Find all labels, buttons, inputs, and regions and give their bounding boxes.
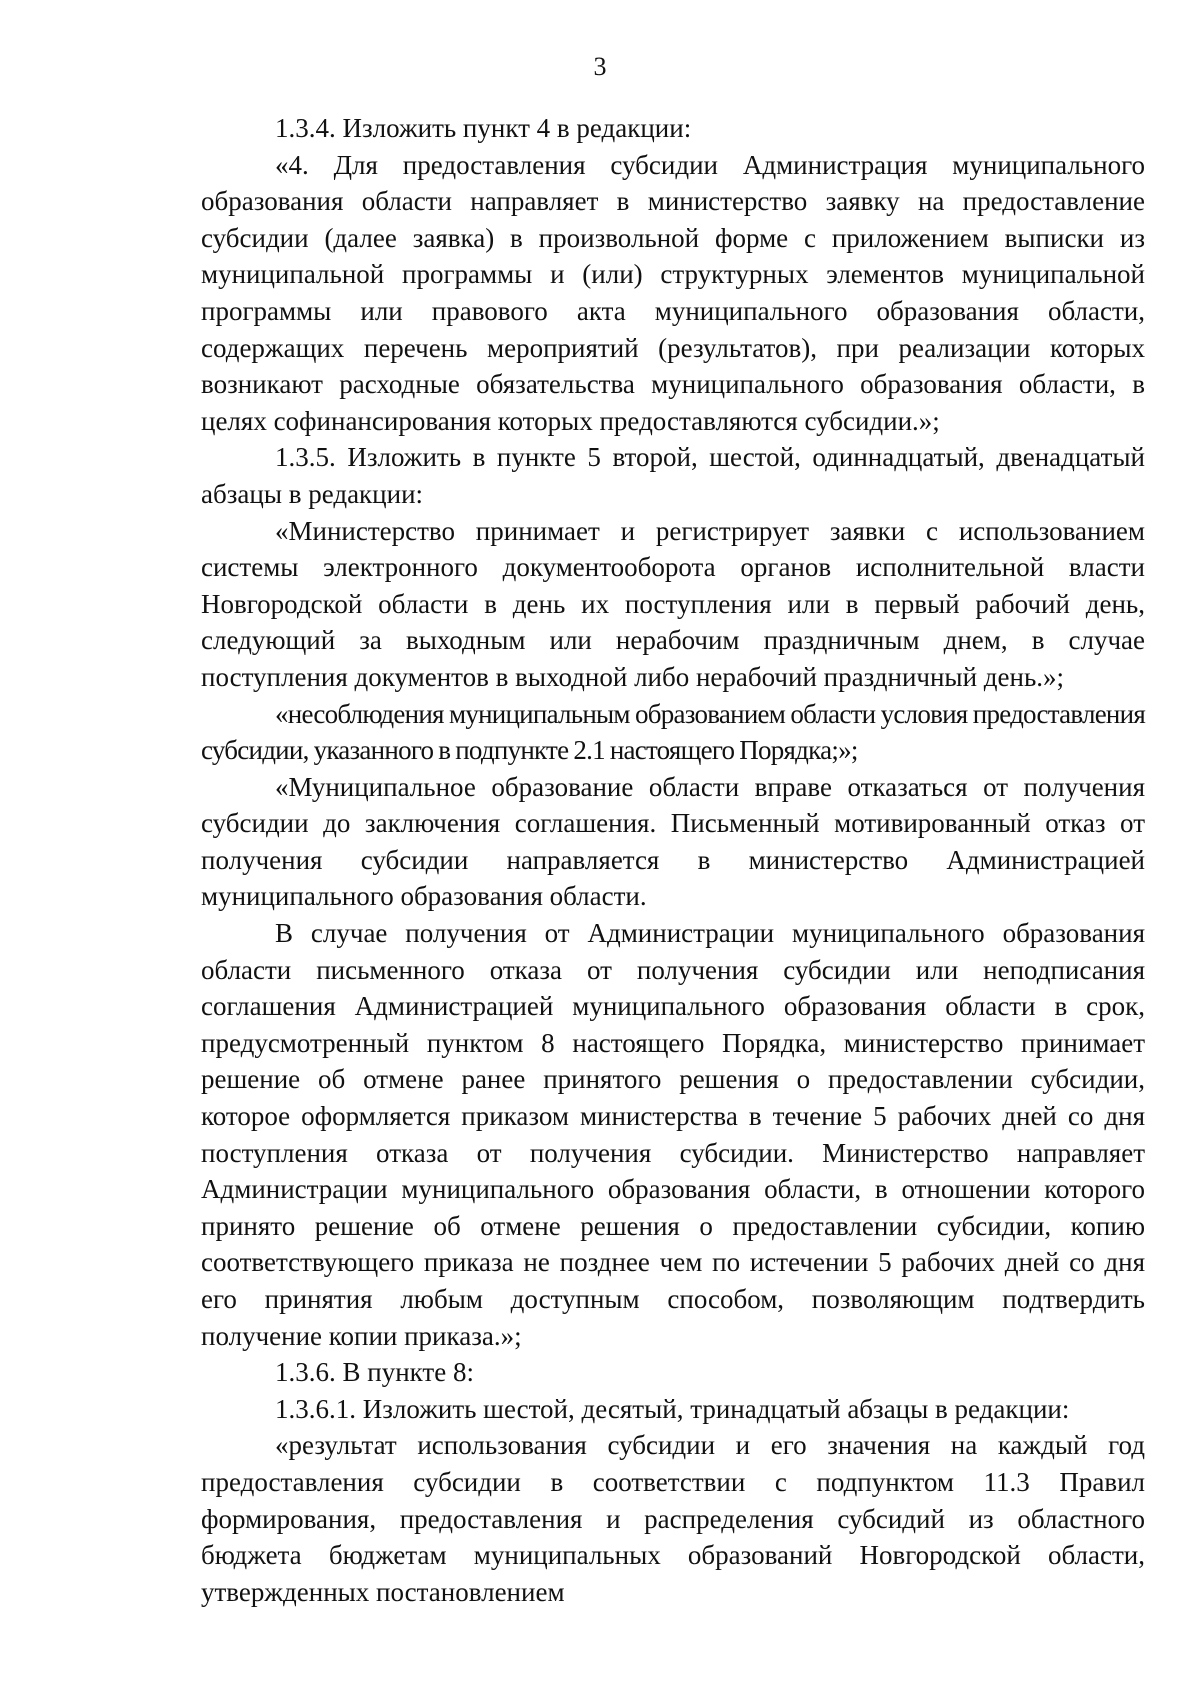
- paragraph-right-to-refuse: «Муниципальное образование области вправе отказаться от получения субсидии до заключения соглашения. Письменный мотивированный отказ от получения субсидии направляется в министерство Администрацией муниципального образования области.: [201, 771, 1145, 912]
- paragraph-1-3-6: 1.3.6. В пункте 8:: [275, 1357, 474, 1388]
- paragraph-refusal-case: В случае получения от Администрации муниципального образования области письменного отказа от получения субсидии или неподписания соглашения Администрацией муниципального образования области в срок, предусмотренный пунктом 8 настоящего Порядка, министерство принимает решение об отмене ранее принятого решения о предоставлении субсидии, которое оформляется приказом министерства в течение 5 рабочих дней со дня поступления отказа от получения субсидии. Министерство направляет Администрации муниципального образования области, в отношении которого принято решение об отмене решения о предоставлении субсидии, копию соответствующего приказа не позднее чем по истечении 5 рабочих дней со дня его принятия любым доступным способом, позволяющим подтвердить получение копии приказа.»;: [201, 918, 1145, 1351]
- paragraph-ministry-registers: «Министерство принимает и регистрирует заявки с использованием системы электронного документооборота органов исполнительной власти Новгородской области в день их поступления или в первый рабочий день, следующий за выходным или нерабочим праздничным днем, в случае поступления документов в выходной либо нерабочий праздничный день.»;: [201, 515, 1145, 692]
- paragraph-non-compliance: «несоблюдения муниципальным образованием области условия предоставления субсидии, указанного в подпункте 2.1 настоящего Порядка;»;: [201, 698, 1145, 766]
- paragraph-1-3-5: 1.3.5. Изложить в пункте 5 второй, шестой, одиннадцатый, двенадцатый абзацы в редакции:: [201, 442, 1145, 509]
- paragraph-usage-result: «результат использования субсидии и его значения на каждый год предоставления субсидии в соответствии с подпунктом 11.3 Правил формирования, предоставления и распределения субсидий из областного бюджета бюджетам муниципальных образований Новгородской области, утвержденных постановлением: [201, 1430, 1145, 1607]
- paragraph-1-3-6-1: 1.3.6.1. Изложить шестой, десятый, тринадцатый абзацы в редакции:: [275, 1393, 1070, 1424]
- page-number: 3: [593, 52, 607, 81]
- paragraph-1-3-4: 1.3.4. Изложить пункт 4 в редакции:: [275, 113, 692, 143]
- document-body: [201, 110, 1145, 1610]
- paragraph-item-4-text: «4. Для предоставления субсидии Администрация муниципального образования области направляет в министерство заявку на предоставление субсидии (далее заявка) в произвольной форме с приложением выписки из муниципальной программы и (или) структурных элементов муниципальной программы или правового акта муниципального образования области, содержащих перечень мероприятий (результатов), при реализации которых возникают расходные обязательства муниципального образования области, в целях софинансирования которых предоставляются субсидии.»;: [201, 149, 1145, 436]
